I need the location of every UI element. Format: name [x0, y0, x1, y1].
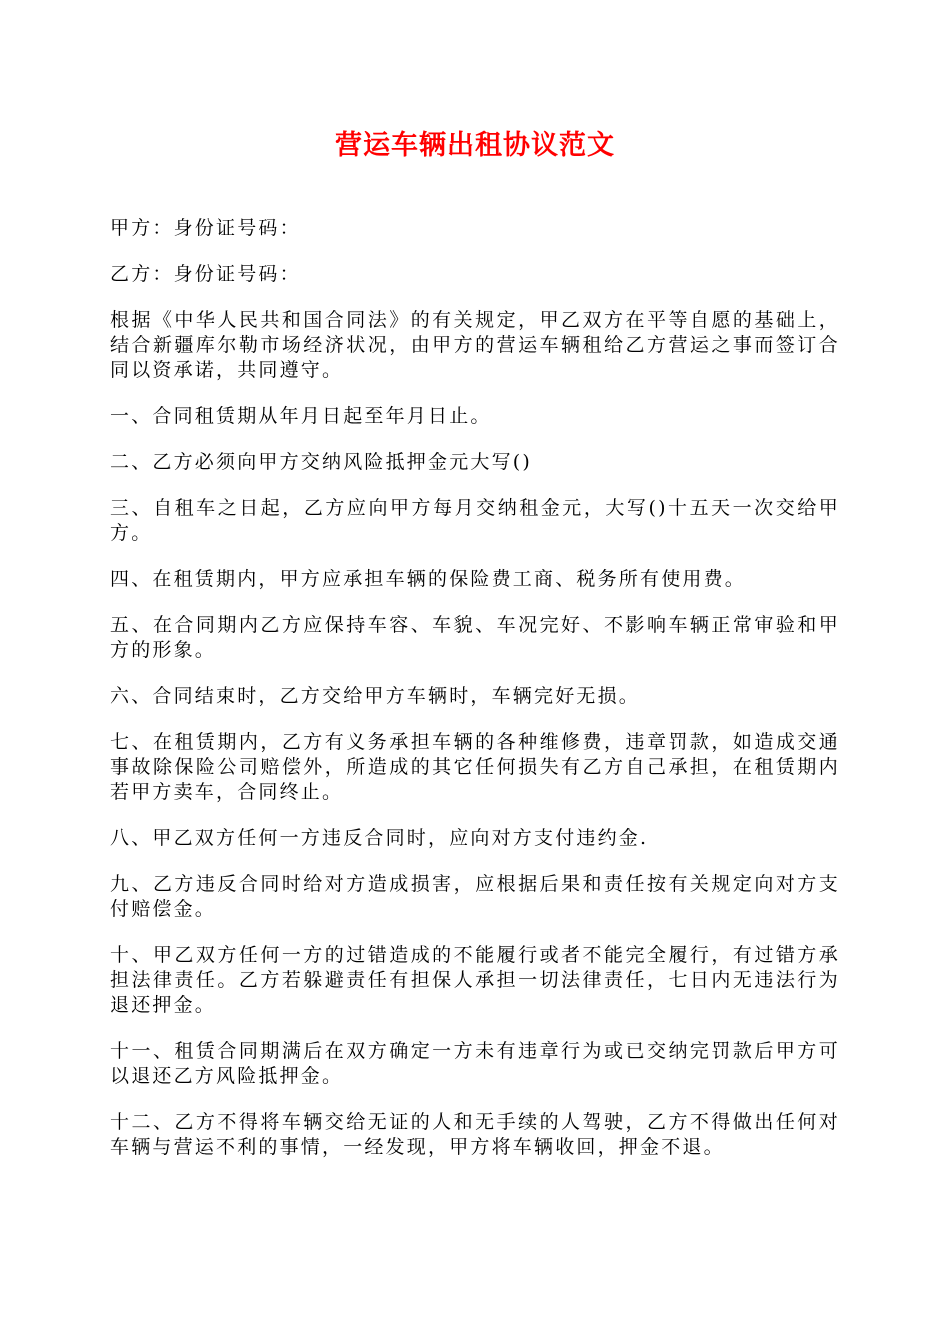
clause-1: 一、合同租赁期从年月日起至年月日止。 — [110, 405, 492, 427]
clause-3: 三、自租车之日起，乙方应向甲方每月交纳租金元，大写()十五天一次交给甲方。 — [110, 497, 840, 544]
clause-11: 十一、租赁合同期满后在双方确定一方未有违章行为或已交纳完罚款后甲方可以退还乙方风险抵押金。 — [110, 1040, 840, 1087]
clause-5: 五、在合同期内乙方应保持车容、车貌、车况完好、不影响车辆正常审验和甲方的形象。 — [110, 614, 840, 661]
clause-2: 二、乙方必须向甲方交纳风险抵押金元大写() — [110, 451, 533, 473]
clause-6: 六、合同结束时，乙方交给甲方车辆时，车辆完好无损。 — [110, 685, 641, 707]
preamble-paragraph: 根据《中华人民共和国合同法》的有关规定，甲乙双方在平等自愿的基础上，结合新疆库尔勒市场经济状况，由甲方的营运车辆租给乙方营运之事而签订合同以资承诺，共同遵守。 — [110, 309, 840, 381]
party-a-line: 甲方：身份证号码： — [110, 217, 301, 239]
document-title: 营运车辆出租协议范文 — [335, 130, 615, 161]
clause-12: 十二、乙方不得将车辆交给无证的人和无手续的人驾驶，乙方不得做出任何对车辆与营运不利的事情，一经发现，甲方将车辆收回，押金不退。 — [110, 1111, 840, 1158]
document-body — [110, 216, 840, 1181]
clause-8: 八、甲乙双方任何一方违反合同时，应向对方支付违约金. — [110, 827, 649, 849]
clause-7: 七、在租赁期内，乙方有义务承担车辆的各种维修费，违章罚款，如造成交通事故除保险公司赔偿外，所造成的其它任何损失有乙方自己承担，在租赁期内若甲方卖车，合同终止。 — [110, 731, 840, 803]
party-b-line: 乙方：身份证号码： — [110, 263, 301, 285]
clause-10: 十、甲乙双方任何一方的过错造成的不能履行或者不能完全履行，有过错方承担法律责任。乙方若躲避责任有担保人承担一切法律责任，七日内无违法行为退还押金。 — [110, 944, 840, 1016]
clause-4: 四、在租赁期内，甲方应承担车辆的保险费工商、税务所有使用费。 — [110, 568, 747, 590]
clause-9: 九、乙方违反合同时给对方造成损害，应根据后果和责任按有关规定向对方支付赔偿金。 — [110, 873, 840, 920]
